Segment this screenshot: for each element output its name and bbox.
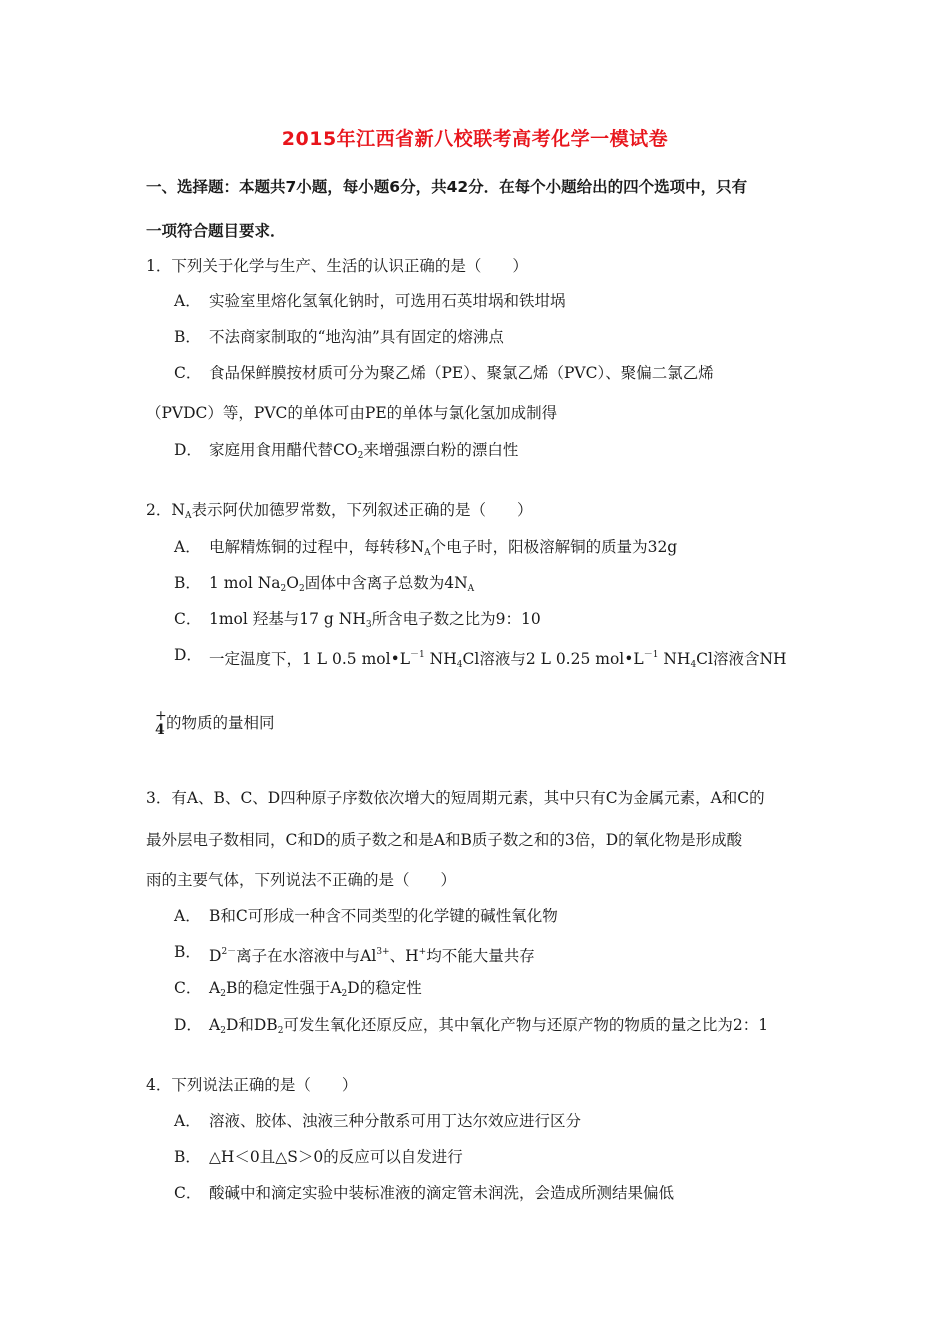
question-2-option-d-continued: + 4 的物质的量相同 [155,708,275,738]
option-letter: A． [174,292,201,310]
option-text: $A_2D$和$DB_2$可发生氧化还原反应，其中氧化产物与还原产物的物质的量之比为2：1 [209,1016,769,1036]
option-letter: A． [174,1112,201,1130]
exam-title: 2015年江西省新八校联考高考化学一模试卷 [281,128,669,150]
option-letter: B． [174,1148,201,1166]
option-text: 1 mol $Na_2O_2$固体中含离子总数为$4N_A$ [209,574,475,594]
option-text: △H＜0且△S＞0的反应可以自发进行 [209,1148,463,1166]
option-text: B和C可形成一种含不同类型的化学键的碱性氧化物 [209,907,558,925]
option-text: 一定温度下，1 L 0.5 $mol•L^{-1}$ $NH_4Cl$溶液与2 L 0.25 $mol•L^{-1}$ $NH_4Cl$溶液含NH [209,650,787,670]
option-text: 电解精炼铜的过程中，每转移$N_A$个电子时，阳极溶解铜的质量为32g [209,538,678,558]
question-2-stem: 2．$N_A$表示阿伏加德罗常数，下列叙述正确的是（ ） [146,501,533,521]
section-heading-line2: 一项符合题目要求． [146,222,286,240]
option-letter: B． [174,574,201,592]
question-1-stem: 1．下列关于化学与生产、生活的认识正确的是（ ） [146,257,528,275]
option-letter: D． [174,646,202,664]
question-4-stem: 4．下列说法正确的是（ ） [146,1076,358,1094]
option-text: 实验室里熔化氢氧化钠时，可选用石英坩埚和铁坩埚 [209,292,566,310]
ion-charge-stack: + 4 [155,708,167,738]
option-text: 酸碱中和滴定实验中装标准液的滴定管未润洗，会造成所测结果偏低 [209,1184,675,1202]
option-text: 溶液、胶体、浊液三种分散系可用丁达尔效应进行区分 [209,1112,582,1130]
question-3-stem-line1: 3．有A、B、C、D四种原子序数依次增大的短周期元素，其中只有C为金属元素，A和C的 [146,789,765,807]
option-letter: D． [174,441,202,459]
option-text: 食品保鲜膜按材质可分为聚乙烯（PE）、聚氯乙烯（PVC）、聚偏二氯乙烯 [209,364,714,382]
option-letter: C． [174,610,202,628]
question-1-option-c-continued: （PVDC）等，PVC的单体可由PE的单体与氯化氢加成制得 [146,404,558,422]
option-text: $D^{2-}$离子在水溶液中与$Al^{3+}$、H+均不能大量共存 [209,947,535,965]
option-letter: C． [174,979,202,997]
option-letter: B． [174,328,201,346]
option-letter: D． [174,1016,202,1034]
option-letter: A． [174,538,201,556]
option-letter: C． [174,1184,202,1202]
option-letter: B． [174,943,201,961]
option-text: $A_2B$的稳定性强于$A_2D$的稳定性 [209,979,422,999]
question-3-stem-line2: 最外层电子数相同，C和D的质子数之和是A和B质子数之和的3倍，D的氧化物是形成酸 [146,831,743,849]
option-text: 不法商家制取的“地沟油”具有固定的熔沸点 [209,328,504,346]
option-letter: C． [174,364,202,382]
option-text: 1mol 羟基与17 g $NH_3$所含电子数之比为9：10 [209,610,541,630]
section-heading-line1: 一、选择题：本题共7小题，每小题6分，共42分．在每个小题给出的四个选项中，只有 [146,178,748,196]
question-3-stem-line3: 雨的主要气体，下列说法不正确的是（ ） [146,871,457,889]
option-text: 家庭用食用醋代替$CO_2$来增强漂白粉的漂白性 [209,441,519,461]
option-letter: A． [174,907,201,925]
